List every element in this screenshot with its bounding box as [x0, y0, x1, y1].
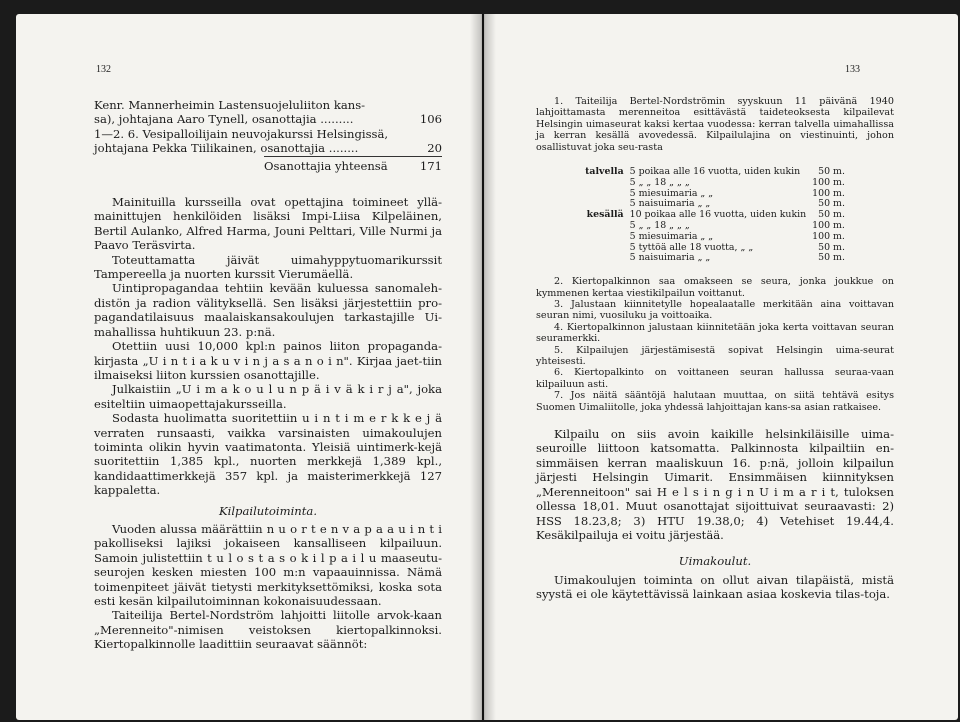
paragraph: Toteuttamatta jäivät uimahyppytuomarikurssit Tampereella ja nuorten kurssit Vierumäellä. [94, 252, 442, 282]
table-row: 5 „ „ 18 „ „ „ 100 m. [629, 176, 845, 188]
table-row: kesällä 10 poikaa alle 16 vuotta, uiden kukin 50 m. [586, 209, 845, 221]
table-row: 5 tyttöä alle 18 vuotta, „ „ 50 m. [629, 241, 845, 253]
section-heading: Uimakoulut. [678, 554, 752, 569]
book-gutter [470, 14, 496, 720]
section-heading: Kilpailutoiminta. [218, 503, 318, 518]
paragraph: Mainituilla kursseilla ovat opettajina toimineet yllä-mainittujen henkilöiden lisäksi Impi-Liisa Kilpeläinen, Bertil Aulanko, Alfred Harma, Jouni Pelttari, Ville Nurmi ja Paavo Teräsvirta. [94, 195, 442, 253]
total-row: Osanottajia yhteensä 171 [264, 156, 442, 173]
rule-item: 4. Kiertopalkinnon jalustaan kiinnitetään joka kerta voittavan seuran seuramerkki. [536, 321, 894, 345]
list-item: sa), johtajana Aaro Tynell, osanottajia ......... 106 [94, 112, 442, 127]
paragraph: Kilpailu on siis avoin kaikille helsinkiläisille uima-seuroille liittoon katsomatta. Palkinnosta kilpailtiin en-simmäisen kerran maaliskuun 16. p:nä, jolloin kilpailun järjesti Helsingin Uimarit. Ensimmäisen kiinnityksen „Merenneitoon" sai H e l s i n g i n U i m a r i t, tuloksen ollessa 18,01. Muut osanottajat sijoittuivat seuraavasti: 2) HSS 18.23,8; 3) HTU 19.38,0; 4) Vetehiset 19.44,4. Kesäkilpailuja ei voitu järjestää. [536, 427, 894, 542]
table-row: 5 naisuimaria „ „ 50 m. [629, 198, 845, 210]
table-row: 5 naisuimaria „ „ 50 m. [629, 252, 845, 264]
relay-table [582, 167, 848, 264]
rule-item: 7. Jos näitä sääntöjä halutaan muuttaa, on siitä tehtävä esitys Suomen Uimaliitolle, joka yhdessä lahjoittajan kans-sa asian ratkaisee. [536, 390, 894, 413]
paragraph: Uintipropagandaa tehtiin kevään kuluessa sanomaleh-distön ja radion välityksellä. Sen lisäksi järjestettiin pro-pagandatilaisuus maalaiskansakoulujen tarkastajille Ui-mahallissa huhtikuun 23. p:nä. [94, 281, 442, 339]
right-page [484, 14, 958, 720]
rule-item: 6. Kiertopalkinto on voittaneen seuran hallussa seuraa-vaan kilpailuun asti. [536, 367, 894, 390]
table-row: 5 „ „ 18 „ „ „ 100 m. [629, 220, 845, 232]
list-item: 1—2. 6. Vesipalloilijain neuvojakurssi Helsingissä, [94, 126, 389, 141]
paragraph: Otettiin uusi 10,000 kpl:n painos liiton propaganda-kirjasta „U i n t i a k u v i n j a s a n o i n". Kirjaa jaet-tiin ilmaiseksi liiton kurssien osanottajille. [94, 339, 442, 382]
page-number-left: 132 [96, 64, 111, 75]
paragraph: Julkaistiin „U i m a k o u l u n p ä i v ä k i r j a", joka esiteltiin uimaopettajakursseilla. [94, 382, 442, 411]
left-page [16, 14, 482, 720]
list-item: johtajana Pekka Tiilikainen, osanottajia ........ 20 [94, 141, 442, 156]
right-column [536, 96, 894, 602]
table-row: 5 miesuimaria „ „ 100 m. [629, 187, 845, 199]
rule-item: 2. Kiertopalkinnon saa omakseen se seura, jonka joukkue on kymmenen kertaa viestikilpailun voittanut. [536, 276, 894, 299]
list-item: Kenr. Mannerheimin Lastensuojeluliiton kans- [94, 98, 366, 112]
paragraph: Sodasta huolimatta suoritettiin u i n t i m e r k k e j ä verraten runsaasti, vaikka varsinaisten uimakoulujen toiminta olikin hyvin vaatimatonta. Yleisiä uintimerk-kejä suoritettiin 1,385 kpl., nuorten merkkejä 1,389 kpl., kandidaattimerkkejä 357 kpl. ja maisterimerkkejä 127 kappaletta. [94, 411, 442, 498]
paragraph: Taiteilija Bertel-Nordström lahjoitti liitolle arvok-kaan „Merenneito"-nimisen veistoksen kiertopalkinnoksi. Kiertopalkinnolle laadittiin seuraavat säännöt: [94, 608, 442, 652]
rule-item: 3. Jalustaan kiinnitetylle hopealaatalle merkitään aina voittavan seuran nimi, vuosiluku ja voittoaika. [536, 299, 894, 322]
paragraph: Uimakoulujen toiminta on ollut aivan tilapäistä, mistä syystä ei ole käytettävissä lainkaan asiaa koskevia tilas-toja. [536, 572, 894, 602]
paragraph: Vuoden alussa määrättiin n u o r t e n v a p a a u i n t i pakolliseksi lajiksi jokaiseen kansalliseen kilpailuun. Samoin julistettiin t u l o s t a s o k i l p a i l u maaseutu-seurojen kesken miesten 100 m:n vapaauinnissa. Nämä toimenpiteet jäivät tietysti merkityksettömiksi, koska sota esti kesän kilpailutoiminnan kokonaisuudessaan. [94, 521, 442, 608]
rule-item: 5. Kilpailujen järjestämisestä sopivat Helsingin uima-seurat yhteisesti. [536, 344, 894, 368]
table-row: 5 miesuimaria „ „ 100 m. [629, 230, 845, 242]
table-row: talvella 5 poikaa alle 16 vuotta, uiden kukin 50 m. [585, 166, 845, 178]
page-number-right: 133 [845, 64, 860, 75]
left-column [94, 98, 442, 652]
rule-item: 1. Taiteilija Bertel-Nordströmin syyskuun 11 päivänä 1940 lahjoittamasta merenneitoa esittävästä taideteoksesta kilpailevat Helsingin uimaseurat kaksi kertaa vuodessa: kerran talvella uimahallissa ja kerran kesällä avovedessä. Kilpailulajina on viestinuinti, johon osallistuvat joka seu-rasta [536, 96, 894, 153]
